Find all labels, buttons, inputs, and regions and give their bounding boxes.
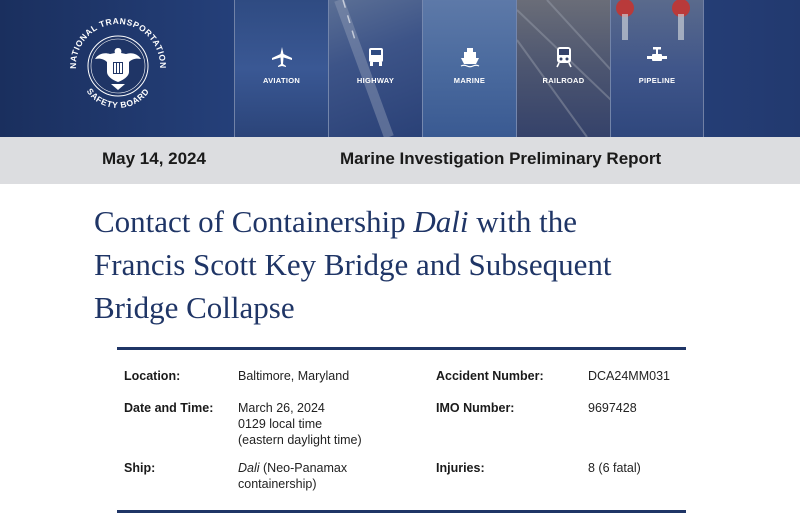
ship-type-part2: containership) bbox=[238, 477, 317, 491]
report-type: Marine Investigation Preliminary Report bbox=[340, 149, 662, 168]
svg-text:SAFETY BOARD: SAFETY BOARD bbox=[84, 86, 152, 111]
accident-number-label: Accident Number: bbox=[436, 369, 544, 383]
location-value: Baltimore, Maryland bbox=[238, 369, 350, 383]
local-time-value: 0129 local time bbox=[238, 417, 323, 431]
time-zone-value: (eastern daylight time) bbox=[238, 433, 362, 447]
injuries-label: Injuries: bbox=[436, 461, 485, 475]
ship-name: Dali bbox=[238, 461, 260, 475]
airplane-icon bbox=[270, 45, 294, 69]
report-title bbox=[94, 200, 754, 329]
mode-label-pipeline: PIPELINE bbox=[638, 76, 676, 85]
mode-tile-highway bbox=[328, 0, 422, 137]
mode-label-railroad: RAILROAD bbox=[542, 76, 585, 85]
title-ship-name: Dali bbox=[413, 204, 469, 239]
mode-label-aviation: AVIATION bbox=[262, 76, 301, 85]
ntsb-seal-logo bbox=[62, 10, 174, 122]
date-time-label: Date and Time: bbox=[124, 401, 214, 415]
truck-icon bbox=[364, 45, 388, 69]
title-line3: Bridge Collapse bbox=[94, 290, 295, 325]
ship-icon bbox=[458, 45, 482, 69]
location-label: Location: bbox=[124, 369, 181, 383]
ship-type-part1: (Neo-Panamax bbox=[259, 461, 348, 475]
ship-value bbox=[238, 460, 347, 492]
date-value: March 26, 2024 bbox=[238, 401, 325, 415]
title-text-part2: with the bbox=[468, 204, 578, 239]
train-icon bbox=[552, 45, 576, 69]
mode-tile-aviation bbox=[234, 0, 328, 137]
mode-tile-marine bbox=[422, 0, 516, 137]
title-text-part1: Contact of Containership bbox=[94, 204, 414, 239]
valve-icon bbox=[645, 45, 669, 69]
mode-label-marine: MARINE bbox=[453, 76, 486, 85]
imo-number-label: IMO Number: bbox=[436, 401, 515, 415]
report-date: May 14, 2024 bbox=[102, 149, 206, 168]
mode-label-highway: HIGHWAY bbox=[356, 76, 395, 85]
mode-tile-pipeline bbox=[610, 0, 704, 137]
imo-number-value: 9697428 bbox=[588, 401, 637, 415]
ship-label: Ship: bbox=[124, 461, 156, 475]
mode-tile-railroad bbox=[516, 0, 610, 137]
transport-mode-strip bbox=[234, 0, 712, 137]
details-bottom-rule bbox=[117, 510, 686, 513]
report-info-bar bbox=[0, 137, 800, 184]
title-line2: Francis Scott Key Bridge and Subsequent bbox=[94, 247, 612, 282]
accident-number-value: DCA24MM031 bbox=[588, 369, 670, 383]
svg-text:NATIONAL TRANSPORTATION: NATIONAL TRANSPORTATION bbox=[67, 15, 169, 69]
injuries-value: 8 (6 fatal) bbox=[588, 461, 641, 475]
details-top-rule bbox=[117, 347, 686, 350]
header-banner bbox=[0, 0, 800, 137]
date-time-value bbox=[238, 400, 362, 448]
